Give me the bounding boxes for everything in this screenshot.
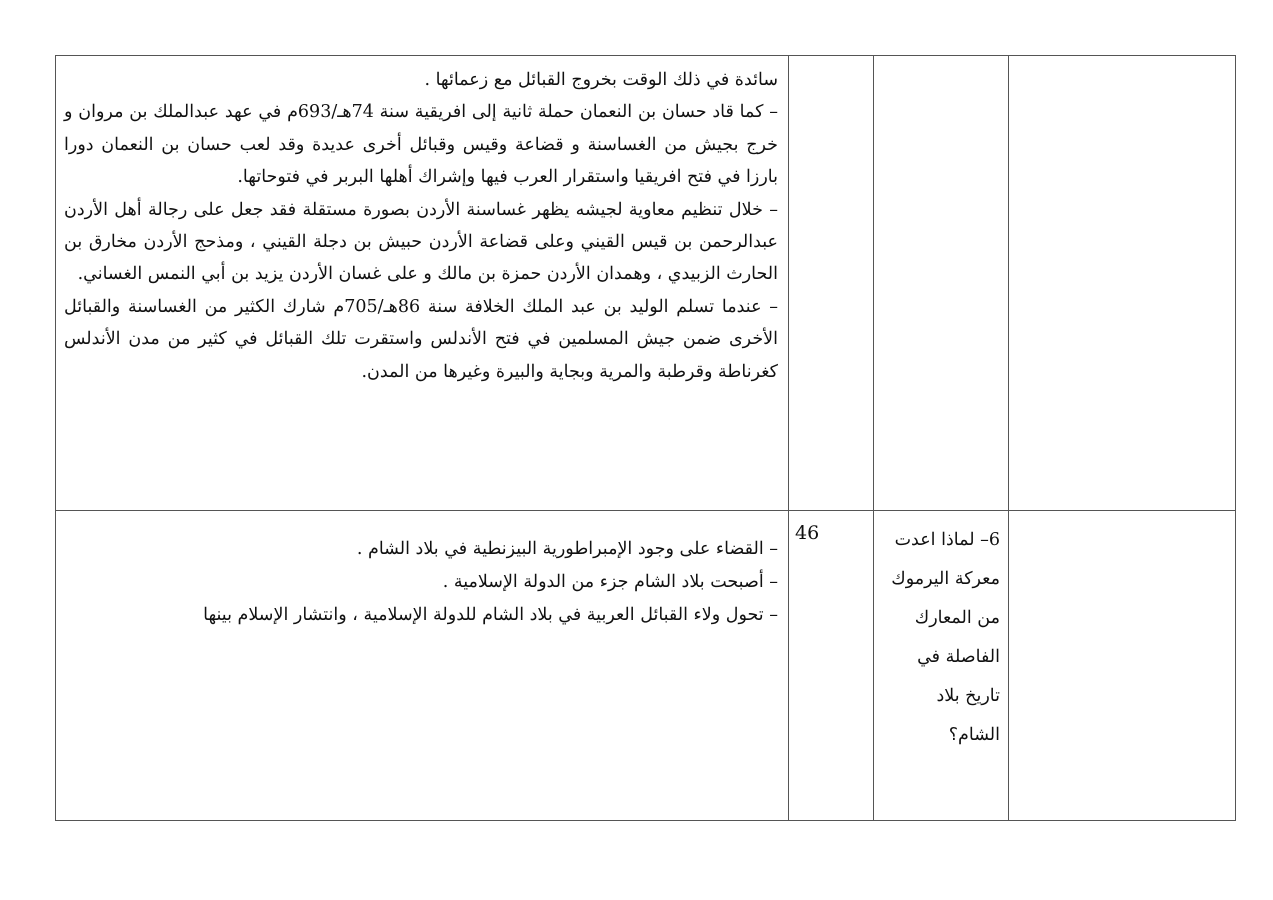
answer-paragraph: – كما قاد حسان بن النعمان حملة ثانية إلى افريقية سنة 74هـ/693م في عهد عبدالملك بن مروان و خرج بجيش من الغساسنة و قضاعة وقيس وقبائل أخرى عديدة وقد لعب حسان بن النعمان دورا بارزا في فتح افريقيا واستقرار العرب فيها وإشراك أهلها البربر في فتوحاتها. (64, 102, 778, 188)
answer-paragraph: – القضاء على وجود الإمبراطورية البيزنطية في بلاد الشام . (356, 539, 778, 559)
answer-paragraph: – خلال تنظيم معاوية لجيشه يظهر غساسنة الأردن بصورة مستقلة فقد جعل على رجالة أهل الأردن عبدالرحمن بن قيس القيني وعلى قضاعة الأردن حبيش بن دجلة القيني ، ومذحج الأردن مخارق بن الحارث الزبيدي ، وهمدان الأردن حمزة بن مالك و على غسان الأردن يزيد بن أبي النمس الغساني. (64, 199, 778, 285)
answer-cell (56, 56, 789, 511)
page-number-cell: 46 (789, 511, 874, 821)
answer-cell (56, 511, 789, 821)
question-cell (874, 56, 1009, 511)
empty-cell (1009, 511, 1236, 821)
question-cell: 6– لماذا اعدت معركة اليرموك من المعارك الفاصلة في تاريخ بلاد الشام؟ (874, 511, 1009, 821)
table-row (56, 511, 1236, 821)
answer-paragraph: – أصبحت بلاد الشام جزء من الدولة الإسلامية . (442, 572, 778, 592)
empty-cell (1009, 56, 1236, 511)
answer-paragraph: سائدة في ذلك الوقت بخروج القبائل مع زعمائها . (424, 70, 778, 90)
page-number-cell (789, 56, 874, 511)
table-row (56, 56, 1236, 511)
document-table (55, 55, 1236, 821)
answer-paragraph: – عندما تسلم الوليد بن عبد الملك الخلافة سنة 86هـ/705م شارك الكثير من الغساسنة والقبائل الأخرى ضمن جيش المسلمين في فتح الأندلس واستقرت تلك القبائل في كثير من مدن الأندلس كغرناطة وقرطبة والمرية وبجاية والبيرة وغيرها من المدن. (64, 296, 778, 382)
answer-paragraph: – تحول ولاء القبائل العربية في بلاد الشام للدولة الإسلامية ، وانتشار الإسلام بينها (203, 605, 778, 625)
